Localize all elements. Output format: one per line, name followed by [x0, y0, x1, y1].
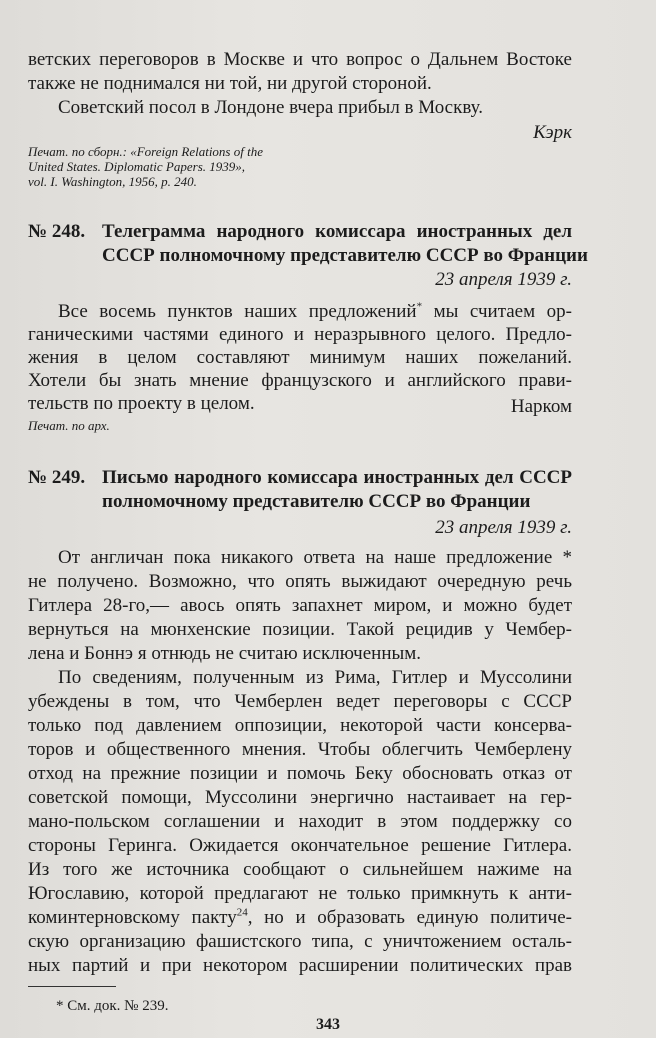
doc-title: полномочному представителю СССР во Франции [102, 491, 531, 512]
text-line: торов и общественного мнения. Чтобы облегчить Чемберлену [28, 739, 572, 760]
text-line: скую организацию фашистского типа, с уничтожением осталь- [28, 931, 572, 952]
text-line: советской помощи, Муссолини энергично настаивает на гер- [28, 787, 572, 808]
text-line [28, 300, 572, 324]
text-line: Хотели бы знать мнение французского и английского прави- [28, 370, 572, 391]
text-line: не получено. Возможно, что опять выжидают очередную речь [28, 571, 572, 592]
text-line: тельств по проекту в целом. [28, 393, 255, 414]
signature-kirk: Кэрк [533, 122, 572, 143]
doc-title: Письмо народного комиссара иностранных дел СССР [102, 467, 572, 488]
text-line: вернуться на мюнхенские позиции. Такой рецидив у Чембер- [28, 619, 572, 640]
text-line: лена и Боннэ я отнюдь не считаю исключенным. [28, 643, 422, 664]
text-line: Югославию, которой предлагают не только примкнуть к анти- [28, 883, 572, 904]
text-fragment: , но и образовать единую политиче- [247, 907, 572, 928]
text-line: По сведениям, полученным из Рима, Гитлер и Муссолини [58, 667, 572, 688]
text-line: ганическими частями единого и неразрывного целого. Предло- [28, 324, 572, 345]
footnote-mark: * [416, 300, 423, 313]
text-line: Советский посол в Лондоне вчера прибыл в Москву. [58, 97, 483, 118]
text-line: Гитлера 28-го,— авось опять запахнет миром, и можно будет [28, 595, 572, 616]
text-line: жения в целом составляют минимум наших пожеланий. [28, 347, 572, 368]
doc-title: Телеграмма народного комиссара иностранных дел [102, 221, 572, 242]
doc-date: 23 апреля 1939 г. [435, 517, 572, 538]
source-note: Печат. по сборн.: «Foreign Relations of the [28, 144, 263, 159]
source-note: Печат. по арх. [28, 418, 110, 433]
footnote-divider [28, 986, 116, 987]
text-line: стороны Геринга. Ожидается окончательное решение Гитлера. [28, 835, 572, 856]
text-line: мано-польском соглашении и находит в этом поддержку со [28, 811, 572, 832]
doc-number: № 248. [28, 221, 86, 242]
text-line: отход на прежние позиции и помочь Беку обосновать отказ от [28, 763, 572, 784]
doc-date: 23 апреля 1939 г. [435, 269, 572, 290]
doc-title: СССР полномочному представителю СССР во Франции [102, 245, 588, 266]
text-line: только под давлением оппозиции, некоторой части консерва- [28, 715, 572, 736]
text-fragment: мы считаем ор- [422, 301, 572, 322]
page-number: 343 [316, 1016, 340, 1033]
text-line: убеждены в том, что Чемберлен ведет переговоры с СССР [28, 691, 572, 712]
footnote-ref: 24 [236, 906, 248, 919]
text-fragment: коминтерновскому пакту [28, 907, 237, 928]
text-line: также не поднимался ни той, ни другой стороной. [28, 73, 432, 94]
text-line [28, 906, 572, 930]
footnote: * См. док. № 239. [56, 998, 169, 1014]
signature-narkom: Нарком [510, 396, 572, 417]
text-line: ных партий и при некотором расширении политических прав [28, 955, 572, 976]
doc-number: № 249. [28, 467, 86, 488]
source-note: United States. Diplomatic Papers. 1939», [28, 159, 246, 174]
text-column [28, 0, 588, 1038]
text-fragment: Все восемь пунктов наших предложений [58, 301, 417, 322]
text-line: Из того же источника сообщают о сильнейшем нажиме на [28, 859, 572, 880]
text-line: От англичан пока никакого ответа на наше предложение * [58, 547, 572, 568]
text-line: ветских переговоров в Москве и что вопрос о Дальнем Востоке [28, 49, 572, 70]
source-note: vol. I. Washington, 1956, p. 240. [28, 174, 197, 189]
